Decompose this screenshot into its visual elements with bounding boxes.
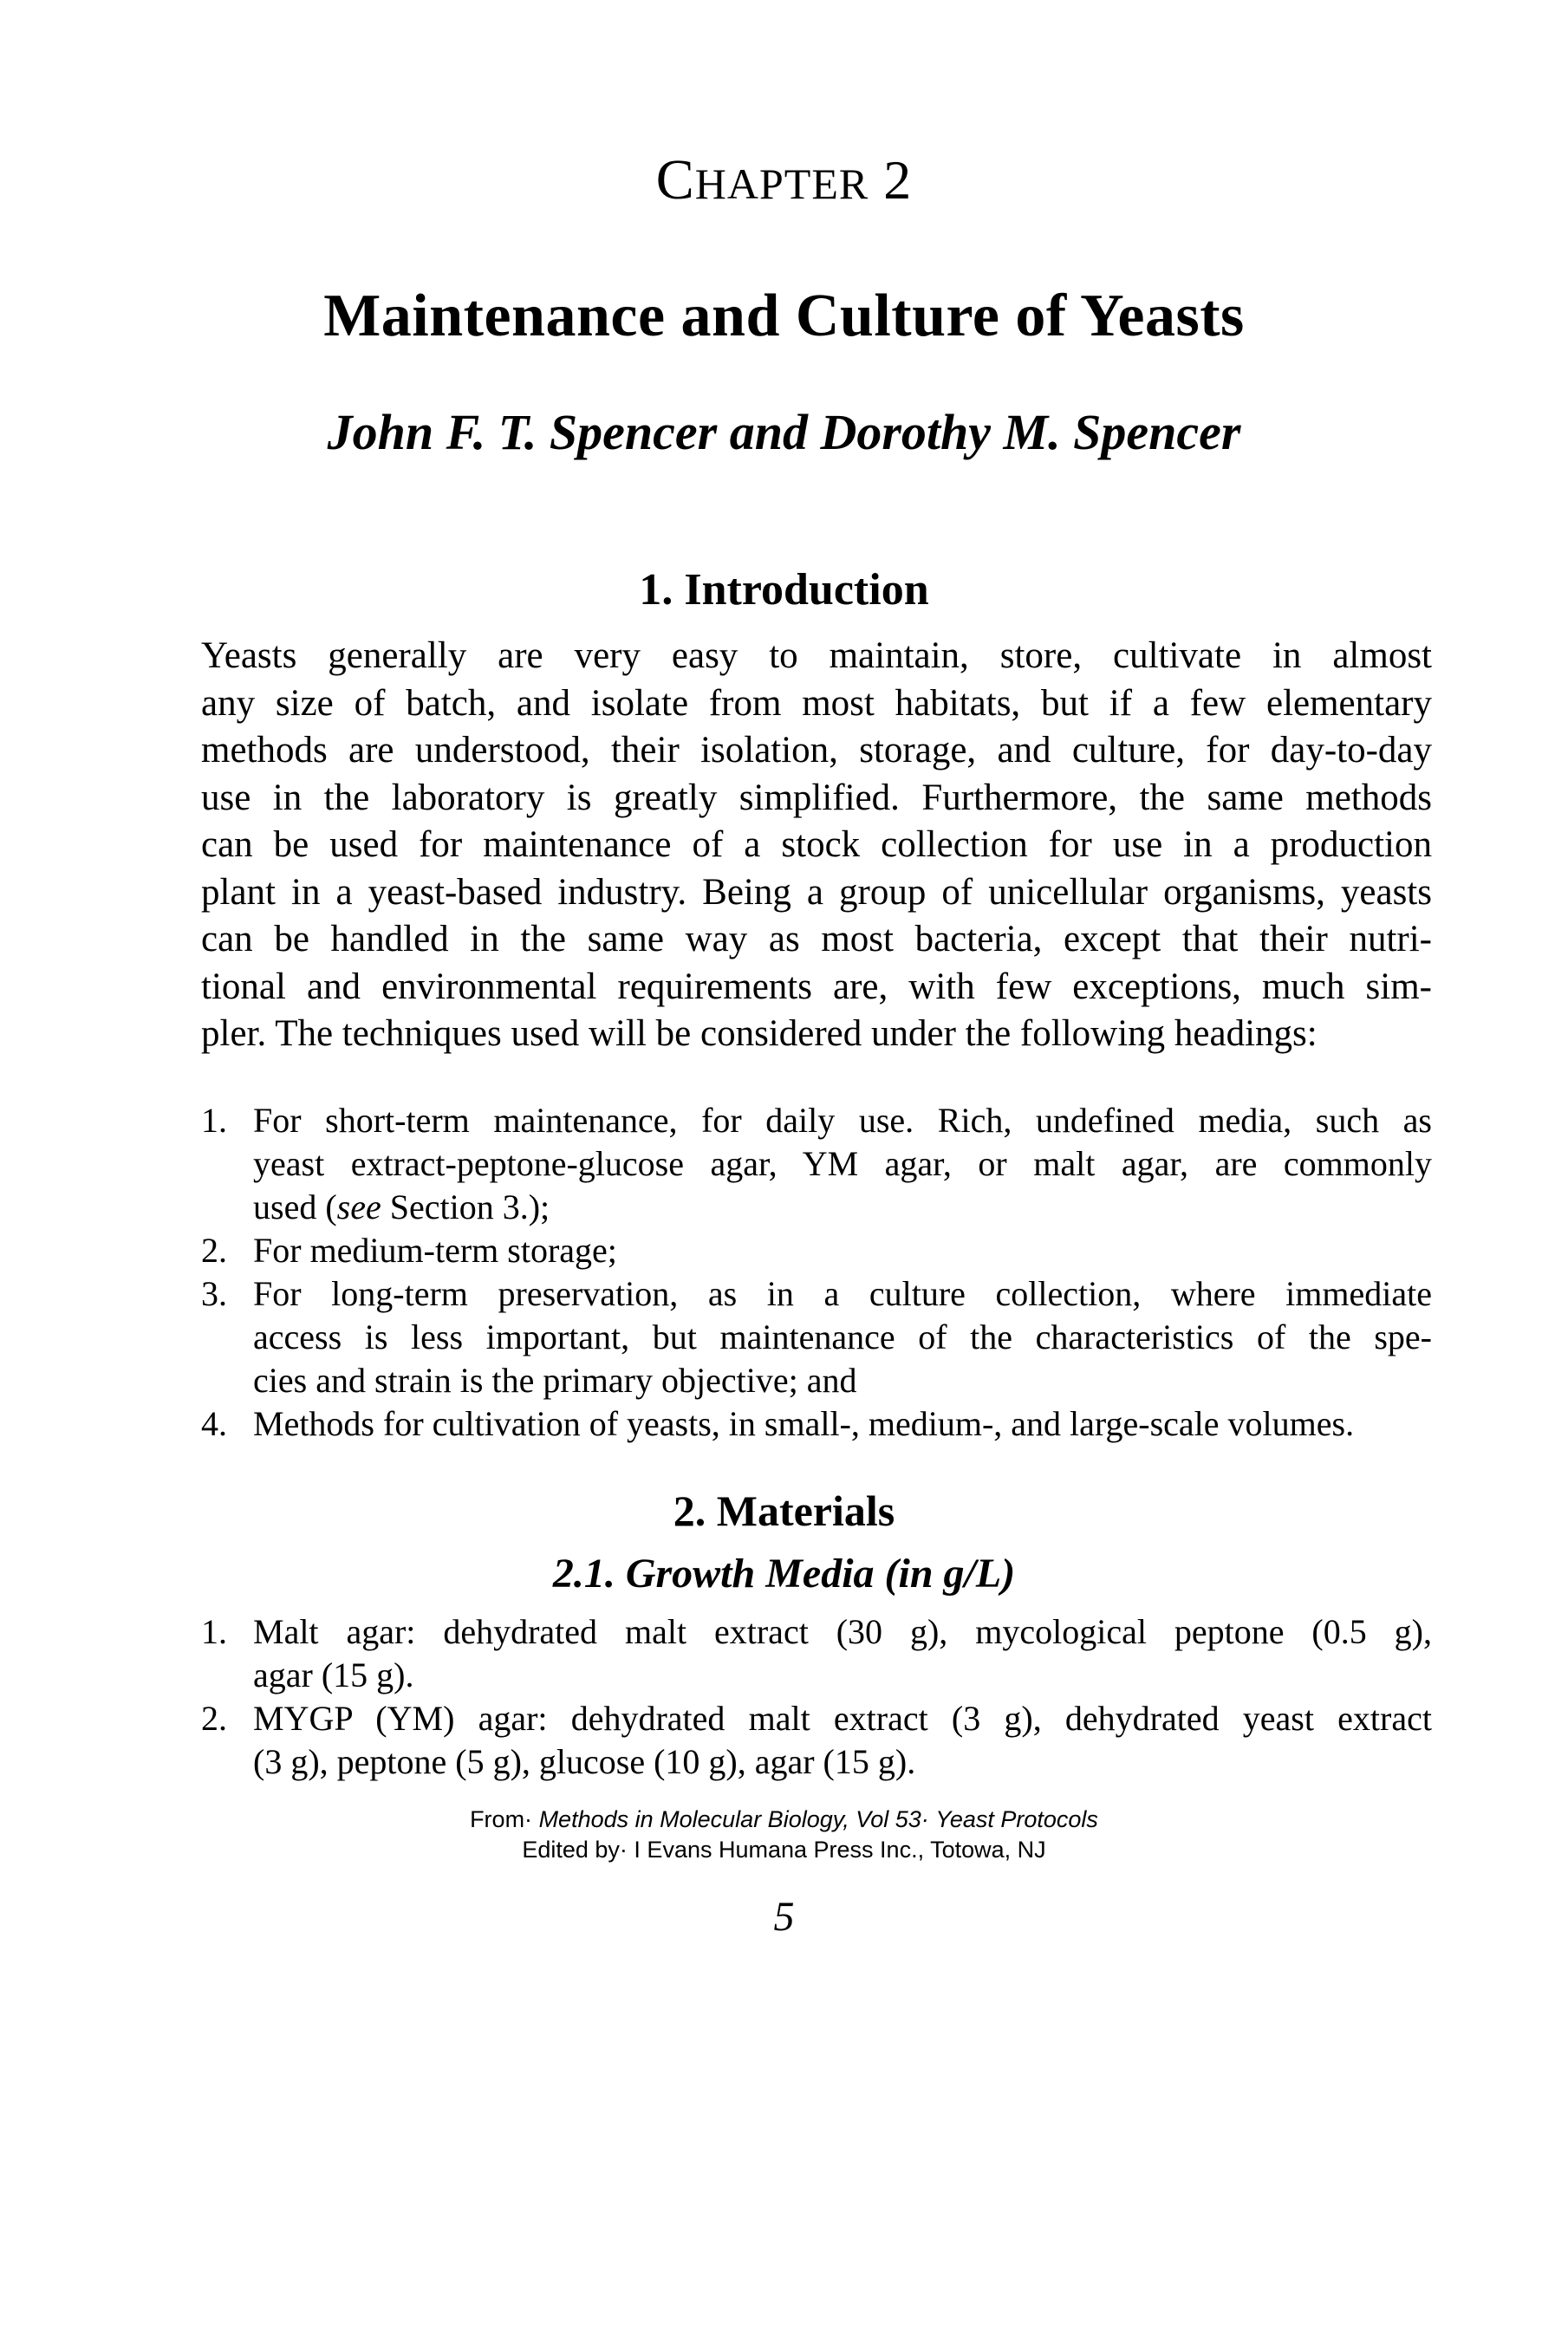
chapter-label: CHAPTER 2: [655, 148, 913, 211]
paragraph-line: plant in a yeast-based industry. Being a group of unicellular organisms, yeasts: [201, 871, 1432, 913]
list-item: 4. Methods for cultivation of yeasts, in small-, medium-, and large-scale volumes.: [201, 1402, 1432, 1446]
headings-list: [201, 1099, 1432, 1446]
list-number: 4.: [201, 1404, 227, 1443]
paragraph-line: Yeasts generally are very easy to maintain, store, cultivate in almost: [201, 635, 1432, 676]
paragraph-line: pler. The techniques used will be considered under the following headings:: [201, 1013, 1318, 1054]
paragraph-line: use in the laboratory is greatly simplified. Furthermore, the same methods: [201, 777, 1432, 818]
list-number: 2.: [201, 1231, 227, 1270]
section-heading-materials: 2. Materials: [673, 1486, 895, 1535]
list-item: 2. For medium-term storage;: [201, 1229, 1432, 1272]
paragraph-line: can be used for maintenance of a stock collection for use in a production: [201, 824, 1432, 865]
publication-footer: From· Methods in Molecular Biology, Vol 53· Yeast Protocols Edited by· I Evans Humana Press Inc., Totowa, NJ: [470, 1806, 1098, 1863]
subsection-heading-growth-media: 2.1. Growth Media (in g/L): [552, 1551, 1016, 1597]
section-heading-introduction: 1. Introduction: [639, 565, 929, 615]
growth-media-list: [201, 1610, 1432, 1784]
list-item: 3. For long-term preservation, as in a culture collection, where immediate access is less important, but maintenance of the characteristics of the spe- cies and strain is the primary objective; and: [201, 1274, 1432, 1400]
page-number: 5: [773, 1894, 795, 1940]
paragraph-line: can be handled in the same way as most bacteria, except that their nutri-: [201, 919, 1432, 959]
chapter-authors: John F. T. Spencer and Dorothy M. Spencer: [327, 404, 1241, 460]
introduction-paragraph: [201, 633, 1432, 1058]
paragraph-line: any size of batch, and isolate from most habitats, but if a few elementary: [201, 682, 1432, 724]
list-item: 1. Malt agar: dehydrated malt extract (30 g), mycological peptone (0.5 g), agar (15 g).: [201, 1612, 1432, 1694]
list-item: 2. MYGP (YM) agar: dehydrated malt extract (3 g), dehydrated yeast extract (3 g), peptone (5 g), glucose (10 g), agar (15 g).: [201, 1699, 1432, 1781]
chapter-title: Maintenance and Culture of Yeasts: [323, 283, 1245, 349]
paragraph-line: methods are understood, their isolation, storage, and culture, for day-to-day: [201, 730, 1432, 771]
list-number: 3.: [201, 1274, 227, 1313]
paragraph-line: tional and environmental requirements are, with few exceptions, much sim-: [201, 966, 1432, 1007]
list-number: 1.: [201, 1612, 227, 1651]
list-item: 1. For short-term maintenance, for daily use. Rich, undefined media, such as yeast extract-peptone-glucose agar, YM agar, or malt agar, are commonly used (see Section 3.);: [201, 1101, 1432, 1226]
list-number: 2.: [201, 1699, 227, 1738]
list-number: 1.: [201, 1101, 227, 1140]
